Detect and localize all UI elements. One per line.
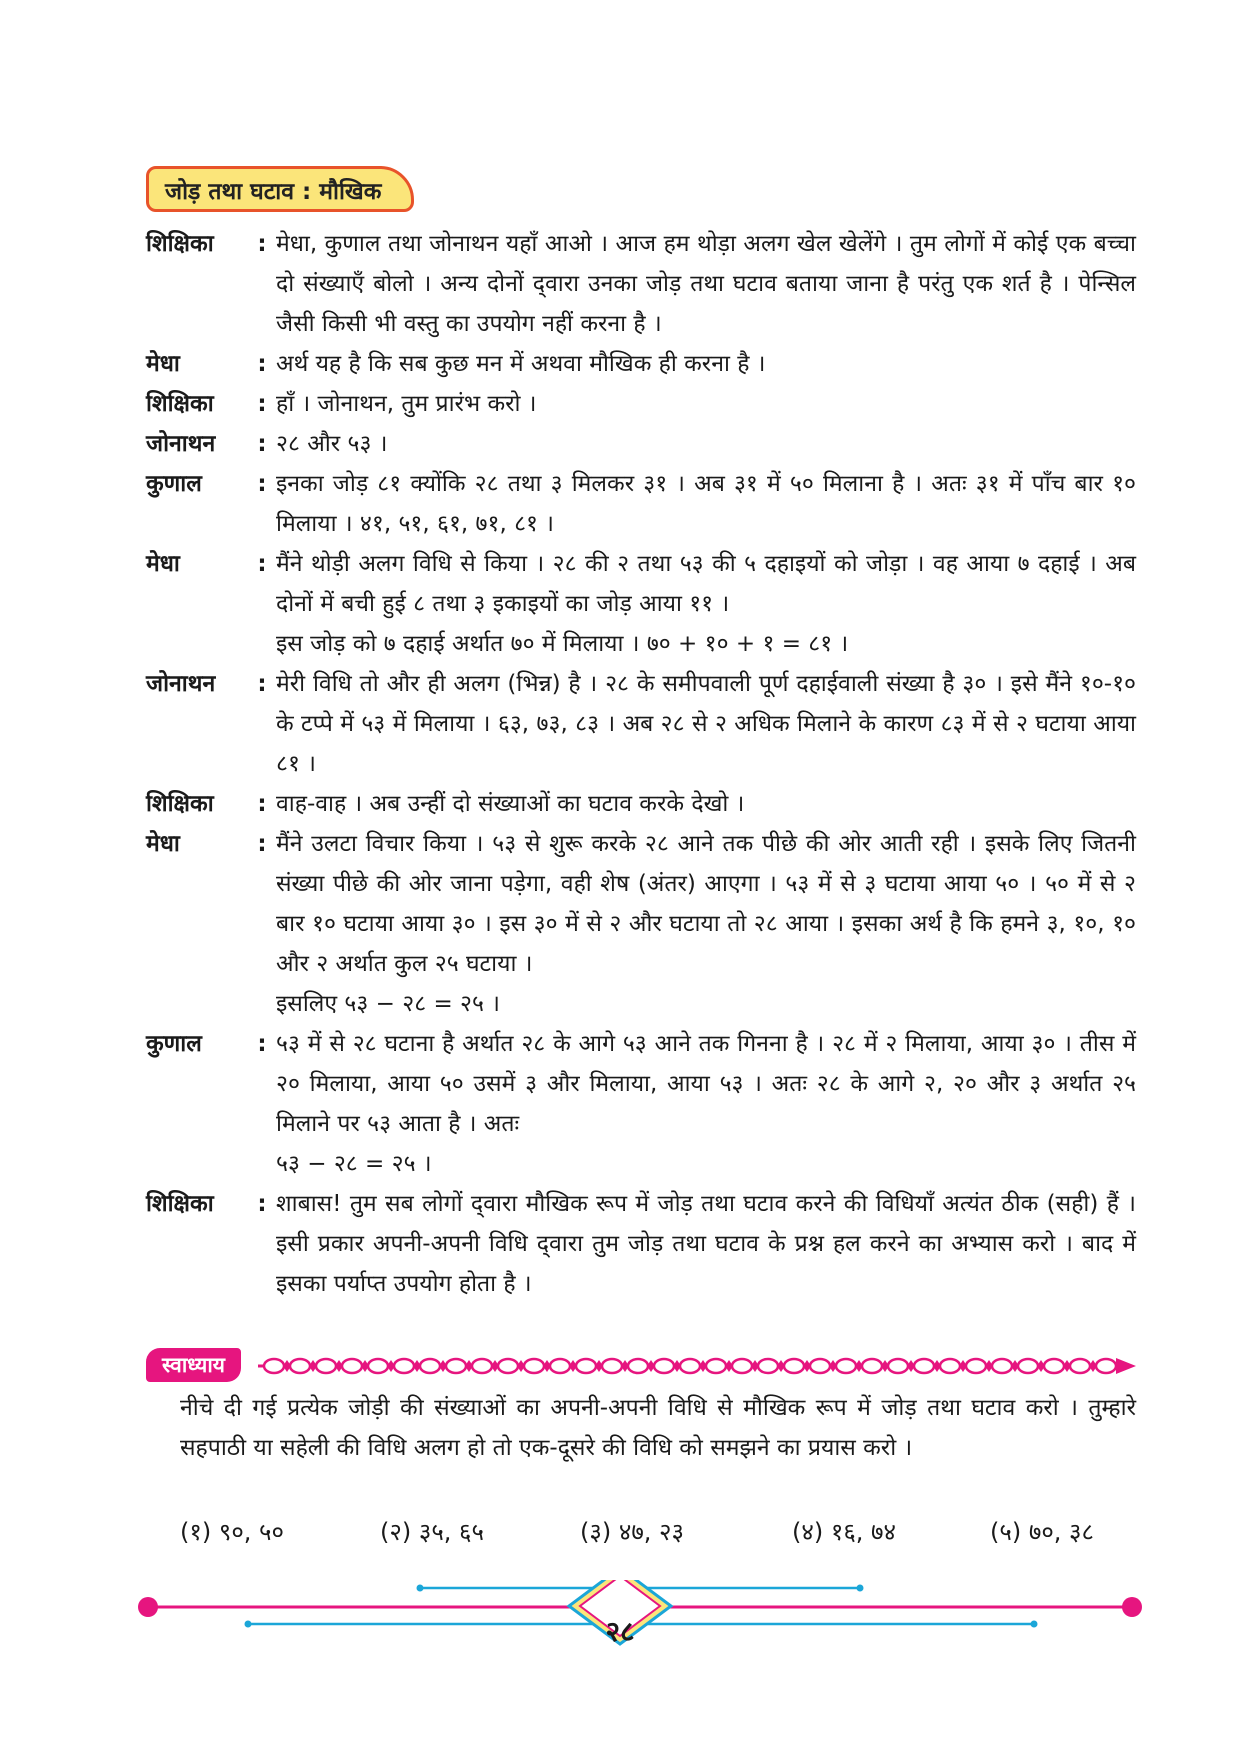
dialogue-text: शाबास! तुम सब लोगों द्‌वारा मौखिक रूप में जोड़ तथा घटाव करने की विधियाँ अत्यंत ठीक (सही) हैं । इसी प्रकार अपनी-अपनी विधि द्‌वारा तुम जोड़ तथा घटाव के प्रश्न हल करने का अभ्यास करो । बाद में इसका पर्याप्त उपयोग होता है ।	[276, 1191, 1136, 1297]
speaker-name: कुणाल	[146, 471, 202, 497]
page-number: २८	[605, 1615, 635, 1648]
swadhyay-header	[146, 1348, 1136, 1384]
swadhyay-label: स्वाध्याय	[146, 1348, 241, 1382]
dialogue-text: ५३ − २८ = २५ ।	[276, 1151, 432, 1177]
dialogue	[146, 224, 1136, 1304]
speaker-name: कुणाल	[146, 1031, 202, 1057]
dialogue-row: शिक्षिका : मेधा, कुणाल तथा जोनाथन यहाँ आओ । आज हम थोड़ा अलग खेल खेलेंगे । तुम लोगों में कोई एक बच्चा दो संख्याएँ बोलो । अन्य दोनों द्‌वारा उनका जोड़ तथा घटाव बताया जाना है परंतु एक शर्त है । पेन्सिल जैसी किसी भी वस्तु का उपयोग नहीं करना है ।	[146, 224, 1136, 344]
speaker-name: जोनाथन	[146, 671, 216, 697]
speaker-name: मेधा	[146, 551, 180, 577]
dialogue-text: मेरी विधि तो और ही अलग (भिन्न) है । २८ के समीपवाली पूर्ण दहाईवाली संख्या है ३० । इसे मैंने १०-१० के टप्पे में ५३ में मिलाया । ६३, ७३, ८३ । अब २८ से २ अधिक मिलाने के कारण ८३ में से २ घटाया आया ८१ ।	[276, 671, 1136, 777]
speaker-name: मेधा	[146, 831, 180, 857]
dialogue-text: इनका जोड़ ८१ क्योंकि २८ तथा ३ मिलकर ३१ । अब ३१ में ५० मिलाना है । अतः ३१ में पाँच बार १० मिलाया । ४१, ५१, ६१, ७१, ८१ ।	[276, 471, 1136, 537]
dialogue-row: कुणाल : ५३ में से २८ घटाना है अर्थात २८ के आगे ५३ आने तक गिनना है । २८ में २ मिलाया, आया ३० । तीस में २० मिलाया, आया ५० उसमें ३ और मिलाया, आया ५३ । अतः २८ के आगे २, २० और ३ अर्थात २५ मिलाने पर ५३ आता है । अतः ५३ − २८ = २५ ।	[146, 1024, 1136, 1184]
dialogue-row: मेधा : मैंने उलटा विचार किया । ५३ से शुरू करके २८ आने तक पीछे की ओर आती रही । इसके लिए जितनी संख्या पीछे की ओर जाना पड़ेगा, वही शेष (अंतर) आएगा । ५३ में से ३ घटाया आया ५० । ५० में से २ बार १० घटाया आया ३० । इस ३० में से २ और घटाया तो २८ आया । इसका अर्थ है कि हमने ३, १०, १० और २ अर्थात कुल २५ घटाया । इसलिए ५३ − २८ = २५ ।	[146, 824, 1136, 1024]
dialogue-text: २८ और ५३ ।	[276, 431, 388, 457]
exercise-text: नीचे दी गई प्रत्येक जोड़ी की संख्याओं का अपनी-अपनी विधि से मौखिक रूप में जोड़ तथा घटाव करो । तुम्हारे सहपाठी या सहेली की विधि अलग हो तो एक-दूसरे की विधि को समझने का प्रयास करो ।	[180, 1395, 1136, 1461]
number-pair: (३) ४७, २३	[580, 1518, 685, 1546]
dialogue-row: जोनाथन : २८ और ५३ ।	[146, 424, 1136, 464]
decorative-chain-border	[258, 1348, 1136, 1384]
speaker-name: जोनाथन	[146, 431, 216, 457]
section-title: जोड़ तथा घटाव : मौखिक	[146, 166, 414, 212]
speaker-name: शिक्षिका	[146, 391, 214, 417]
dialogue-text: इस जोड़ को ७ दहाई अर्थात ७० में मिलाया । ७० + १० + १ = ८१ ।	[276, 631, 849, 657]
number-pair: (५) ७०, ३८	[990, 1518, 1095, 1546]
speaker-name: शिक्षिका	[146, 791, 214, 817]
dialogue-text: ५३ में से २८ घटाना है अर्थात २८ के आगे ५३ आने तक गिनना है । २८ में २ मिलाया, आया ३० । तीस में २० मिलाया, आया ५० उसमें ३ और मिलाया, आया ५३ । अतः २८ के आगे २, २० और ३ अर्थात २५ मिलाने पर ५३ आता है । अतः	[276, 1031, 1136, 1137]
dialogue-row: कुणाल : इनका जोड़ ८१ क्योंकि २८ तथा ३ मिलकर ३१ । अब ३१ में ५० मिलाना है । अतः ३१ में पाँच बार १० मिलाया । ४१, ५१, ६१, ७१, ८१ ।	[146, 464, 1136, 544]
dialogue-row: मेधा : अर्थ यह है कि सब कुछ मन में अथवा मौखिक ही करना है ।	[146, 344, 1136, 384]
dialogue-text: मेधा, कुणाल तथा जोनाथन यहाँ आओ । आज हम थोड़ा अलग खेल खेलेंगे । तुम लोगों में कोई एक बच्चा दो संख्याएँ बोलो । अन्य दोनों द्‌वारा उनका जोड़ तथा घटाव बताया जाना है परंतु एक शर्त है । पेन्सिल जैसी किसी भी वस्तु का उपयोग नहीं करना है ।	[276, 231, 1136, 337]
speaker-name: शिक्षिका	[146, 231, 214, 257]
dialogue-text: वाह-वाह । अब उन्हीं दो संख्याओं का घटाव करके देखो ।	[276, 791, 745, 817]
dialogue-row: जोनाथन : मेरी विधि तो और ही अलग (भिन्न) है । २८ के समीपवाली पूर्ण दहाईवाली संख्या है ३० । इसे मैंने १०-१० के टप्पे में ५३ में मिलाया । ६३, ७३, ८३ । अब २८ से २ अधिक मिलाने के कारण ८३ में से २ घटाया आया ८१ ।	[146, 664, 1136, 784]
dialogue-text: अर्थ यह है कि सब कुछ मन में अथवा मौखिक ही करना है ।	[276, 351, 766, 377]
dialogue-row: शिक्षिका : वाह-वाह । अब उन्हीं दो संख्याओं का घटाव करके देखो ।	[146, 784, 1136, 824]
dialogue-row: शिक्षिका : हाँ । जोनाथन, तुम प्रारंभ करो ।	[146, 384, 1136, 424]
number-pair: (४) १६, ७४	[792, 1518, 897, 1546]
number-pair: (१) ९०, ५०	[180, 1518, 285, 1546]
dialogue-text: मैंने उलटा विचार किया । ५३ से शुरू करके २८ आने तक पीछे की ओर आती रही । इसके लिए जितनी संख्या पीछे की ओर जाना पड़ेगा, वही शेष (अंतर) आएगा । ५३ में से ३ घटाया आया ५० । ५० में से २ बार १० घटाया आया ३० । इस ३० में से २ और घटाया तो २८ आया । इसका अर्थ है कि हमने ३, १०, १० और २ अर्थात कुल २५ घटाया ।	[276, 831, 1136, 977]
dialogue-text: इसलिए ५३ − २८ = २५ ।	[276, 991, 500, 1017]
dialogue-row: मेधा : मैंने थोड़ी अलग विधि से किया । २८ की २ तथा ५३ की ५ दहाइयों को जोड़ा । वह आया ७ दहाई । अब दोनों में बची हुई ८ तथा ३ इकाइयों का जोड़ आया ११ । इस जोड़ को ७ दहाई अर्थात ७० में मिलाया । ७० + १० + १ = ८१ ।	[146, 544, 1136, 664]
speaker-name: मेधा	[146, 351, 180, 377]
dialogue-text: हाँ । जोनाथन, तुम प्रारंभ करो ।	[276, 391, 537, 417]
number-pairs	[180, 1515, 1136, 1555]
number-pair: (२) ३५, ६५	[380, 1518, 485, 1546]
speaker-name: शिक्षिका	[146, 1191, 214, 1217]
dialogue-row: शिक्षिका : शाबास! तुम सब लोगों द्‌वारा मौखिक रूप में जोड़ तथा घटाव करने की विधियाँ अत्यंत ठीक (सही) हैं । इसी प्रकार अपनी-अपनी विधि द्‌वारा तुम जोड़ तथा घटाव के प्रश्न हल करने का अभ्यास करो । बाद में इसका पर्याप्त उपयोग होता है ।	[146, 1184, 1136, 1304]
dialogue-text: मैंने थोड़ी अलग विधि से किया । २८ की २ तथा ५३ की ५ दहाइयों को जोड़ा । वह आया ७ दहाई । अब दोनों में बची हुई ८ तथा ३ इकाइयों का जोड़ आया ११ ।	[276, 551, 1136, 617]
exercise-instruction	[180, 1388, 1136, 1468]
